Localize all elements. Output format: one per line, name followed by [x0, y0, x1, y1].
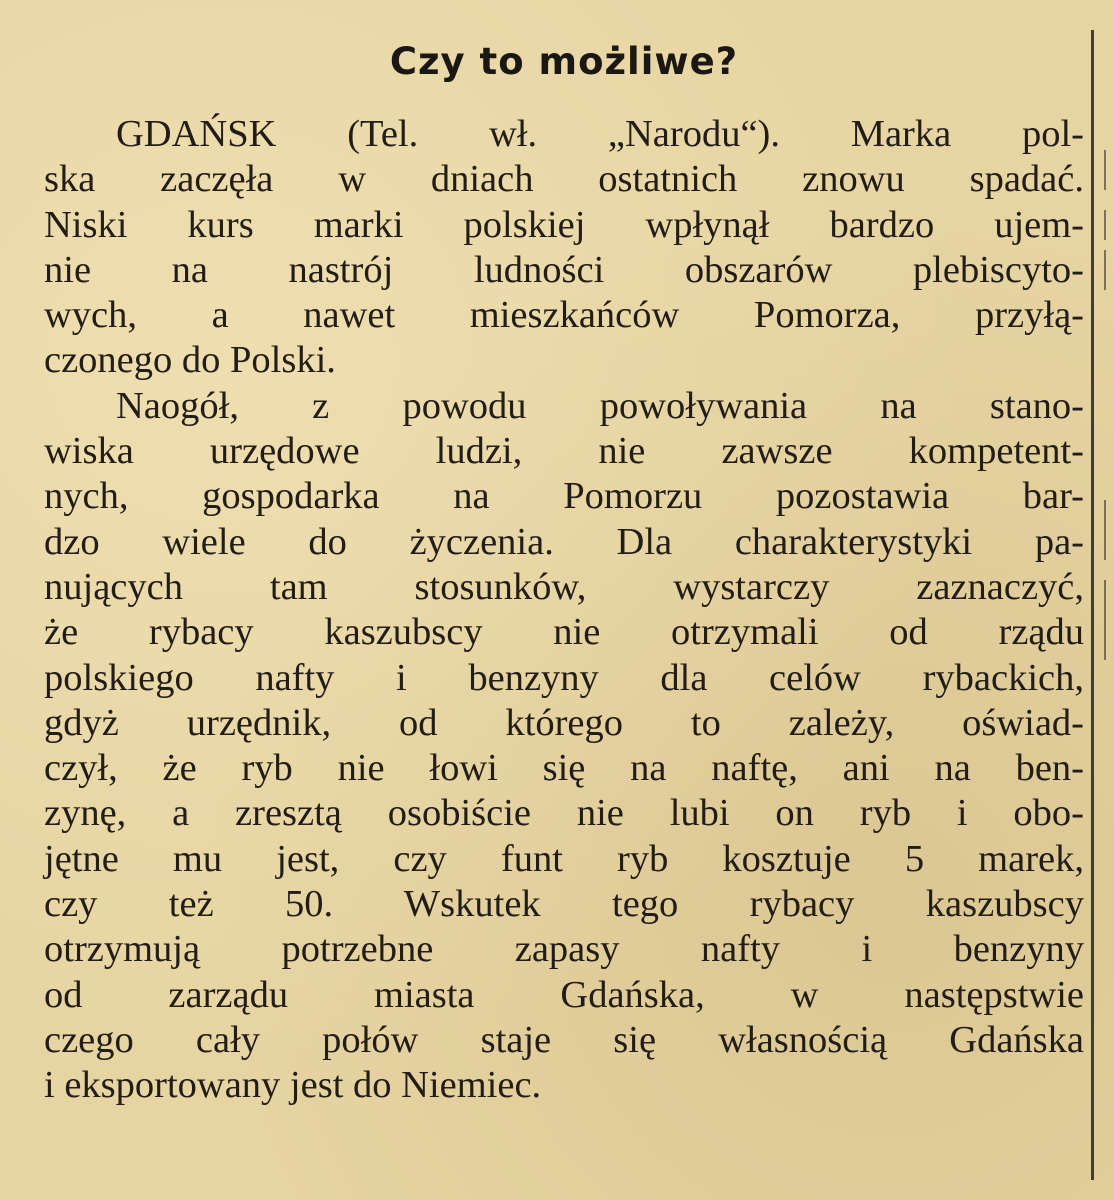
- paragraph-2: [44, 384, 1084, 1109]
- text-line: jętne mu jest, czy funt ryb kosztuje 5 marek,: [44, 837, 1084, 880]
- text-line: czy też 50. Wskutek tego rybacy kaszubscy: [44, 883, 1084, 926]
- margin-mark: [1104, 210, 1106, 240]
- text-line: nie na nastrój ludności obszarów plebiscyto-: [44, 248, 1084, 291]
- text-line: czego cały połów staje się własnością Gdańska: [44, 1018, 1084, 1061]
- margin-marks: [1104, 0, 1114, 1200]
- text-line: Niski kurs marki polskiej wpłynął bardzo ujem-: [44, 203, 1084, 246]
- text-line: Naogół, z powodu powoływania na stano-: [116, 384, 1084, 427]
- margin-mark: [1104, 580, 1106, 660]
- margin-mark: [1104, 250, 1106, 290]
- margin-mark: [1104, 500, 1106, 560]
- text-line: i eksportowany jest do Niemiec.: [44, 1064, 542, 1107]
- headline: Czy to możliwe?: [389, 40, 739, 83]
- text-line: od zarządu miasta Gdańska, w następstwie: [44, 973, 1084, 1016]
- text-line: nujących tam stosunków, wystarczy zaznaczyć,: [44, 565, 1084, 608]
- text-line: polskiego nafty i benzyny dla celów rybackich,: [44, 656, 1084, 699]
- text-line: nych, gospodarka na Pomorzu pozostawia bar-: [44, 475, 1084, 518]
- text-line: dzo wiele do życzenia. Dla charakterystyki pa-: [44, 520, 1084, 563]
- margin-mark: [1104, 150, 1106, 190]
- article-body: [44, 112, 1084, 1109]
- paragraph-1: [44, 112, 1084, 384]
- text-line: gdyż urzędnik, od którego to zależy, oświad-: [44, 701, 1084, 744]
- text-line: ska zaczęła w dniach ostatnich znowu spadać.: [44, 158, 1084, 201]
- article: [44, 30, 1084, 1109]
- text-line: otrzymują potrzebne zapasy nafty i benzyny: [44, 928, 1084, 971]
- text-line: zynę, a zresztą osobiście nie lubi on ryb i obo-: [44, 792, 1084, 835]
- text-line: wych, a nawet mieszkańców Pomorza, przyłą-: [44, 294, 1084, 337]
- text-line: czonego do Polski.: [44, 339, 336, 382]
- text-line: że rybacy kaszubscy nie otrzymali od rządu: [44, 611, 1084, 654]
- text-line: czył, że ryb nie łowi się na naftę, ani na ben-: [44, 747, 1084, 790]
- text-line: wiska urzędowe ludzi, nie zawsze kompetent-: [44, 430, 1084, 473]
- column-rule: [1091, 30, 1094, 1180]
- text-line: GDAŃSK (Tel. wł. „Narodu“). Marka pol-: [116, 113, 1084, 155]
